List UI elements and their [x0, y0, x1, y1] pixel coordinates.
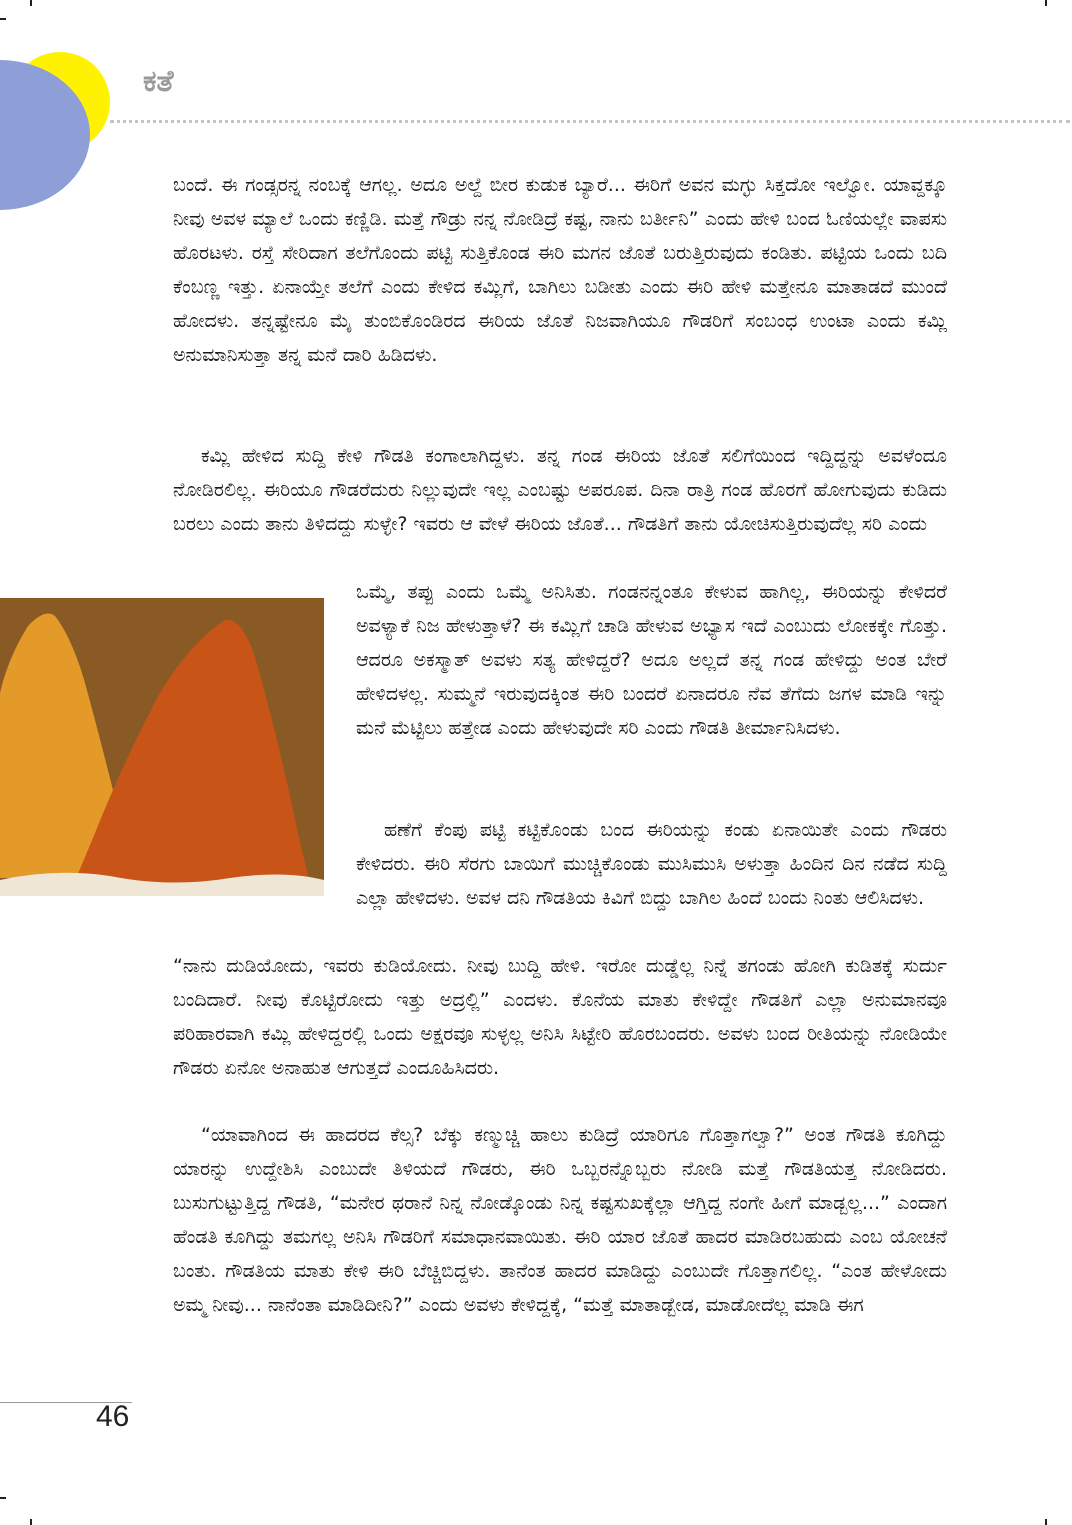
page-number: 46: [96, 1400, 130, 1433]
section-title: ಕತೆ: [143, 64, 174, 99]
crop-mark: [30, 1519, 32, 1525]
paragraph-6: “ಯಾವಾಗಿಂದ ಈ ಹಾದರದ ಕೆಲ್ಸ? ಬೆಕ್ಕು ಕಣ್ಮುಚ್ಚಿ ಹಾಲು ಕುಡಿದ್ರೆ ಯಾರಿಗೂ ಗೊತ್ತಾಗಲ್ವಾ?” ಅಂತ ಗೌಡತಿ ಕೂಗಿದ್ದು ಯಾರನ್ನು ಉದ್ದೇಶಿಸಿ ಎಂಬುದೇ ತಿಳಿಯದೆ ಗೌಡರು, ಈರಿ ಒಬ್ಬರನ್ನೊಬ್ಬರು ನೋಡಿ ಮತ್ತೆ ಗೌಡತಿಯತ್ತ ನೋಡಿದರು. ಬುಸುಗುಟ್ಟುತ್ತಿದ್ದ ಗೌಡತಿ, “ಮನೇರ ಥರಾನೆ ನಿನ್ನ ನೋಡ್ಕೊಂಡು ನಿನ್ನ ಕಷ್ಟಸುಖಕ್ಕೆಲ್ಲಾ ಆಗ್ತಿದ್ದ ನಂಗೇ ಹೀಗೆ ಮಾಡ್ಬಲ್ಲ...” ಎಂದಾಗ ಹೆಂಡತಿ ಕೂಗಿದ್ದು ತಮಗಲ್ಲ ಅನಿಸಿ ಗೌಡರಿಗೆ ಸಮಾಧಾನವಾಯಿತು. ಈರಿ ಯಾರ ಜೊತೆ ಹಾದರ ಮಾಡಿರಬಹುದು ಎಂಬ ಯೋಚನೆ ಬಂತು. ಗೌಡತಿಯ ಮಾತು ಕೇಳಿ ಈರಿ ಬೆಚ್ಚಿಬಿದ್ದಳು. ತಾನೆಂತ ಹಾದರ ಮಾಡಿದ್ದು ಎಂಬುದೇ ಗೊತ್ತಾಗಲಿಲ್ಲ. “ಎಂತ ಹೇಳೋದು ಅಮ್ಮ ನೀವು... ನಾನೆಂತಾ ಮಾಡಿದೀನಿ?” ಎಂದು ಅವಳು ಕೇಳಿದ್ದಕ್ಕೆ, “ಮತ್ತೆ ಮಾತಾಡ್ಬೇಡ, ಮಾಡೋದೆಲ್ಲ ಮಾಡಿ ಈಗ: [173, 1124, 947, 1316]
crop-mark: [1045, 1519, 1047, 1525]
paragraph-4: ಹಣೆಗೆ ಕೆಂಪು ಪಟ್ಟಿ ಕಟ್ಟಿಕೊಂಡು ಬಂದ ಈರಿಯನ್ನು ಕಂಡು ಏನಾಯಿತೇ ಎಂದು ಗೌಡರು ಕೇಳಿದರು. ಈರಿ ಸೆರಗು ಬಾಯಿಗೆ ಮುಚ್ಚಿಕೊಂಡು ಮುಸಿಮುಸಿ ಅಳುತ್ತಾ ಹಿಂದಿನ ದಿನ ನಡೆದ ಸುದ್ದಿ ಎಲ್ಲಾ ಹೇಳಿದಳು. ಅವಳ ದನಿ ಗೌಡತಿಯ ಕಿವಿಗೆ ಬಿದ್ದು ಬಾಗಿಲ ಹಿಂದೆ ಬಂದು ನಿಂತು ಆಲಿಸಿದಳು.: [356, 819, 947, 909]
header-decoration: [0, 0, 160, 210]
paragraph-3: ಒಮ್ಮೆ, ತಪ್ಪು ಎಂದು ಒಮ್ಮೆ ಅನಿಸಿತು. ಗಂಡನನ್ನಂತೂ ಕೇಳುವ ಹಾಗಿಲ್ಲ, ಈರಿಯನ್ನು ಕೇಳಿದರೆ ಅವಳ್ಯಾಕೆ ನಿಜ ಹೇಳುತ್ತಾಳೆ? ಈ ಕಮ್ಲಿಗೆ ಚಾಡಿ ಹೇಳುವ ಅಭ್ಯಾಸ ಇದೆ ಎಂಬುದು ಲೋಕಕ್ಕೇ ಗೊತ್ತು. ಆದರೂ ಅಕಸ್ಮಾತ್ ಅವಳು ಸತ್ಯ ಹೇಳಿದ್ದರೆ? ಅದೂ ಅಲ್ಲದೆ ತನ್ನ ಗಂಡ ಹೇಳಿದ್ದು ಅಂತ ಬೇರೆ ಹೇಳಿದಳಲ್ಲ. ಸುಮ್ಮನೆ ಇರುವುದಕ್ಕಿಂತ ಈರಿ ಬಂದರೆ ಏನಾದರೂ ನೆವ ತೆಗೆದು ಜಗಳ ಮಾಡಿ ಇನ್ನು ಮನೆ ಮೆಟ್ಟಿಲು ಹತ್ತೇಡ ಎಂದು ಹೇಳುವುದೇ ಸರಿ ಎಂದು ಗೌಡತಿ ತೀರ್ಮಾನಿಸಿದಳು.: [356, 581, 947, 739]
dotted-divider: [110, 120, 1070, 123]
paragraph-5: “ನಾನು ದುಡಿಯೋದು, ಇವರು ಕುಡಿಯೋದು. ನೀವು ಬುದ್ದಿ ಹೇಳಿ. ಇರೋ ದುಡ್ಡೆಲ್ಲ ನಿನ್ನೆ ತಗಂಡು ಹೋಗಿ ಕುಡಿತಕ್ಕೆ ಸುರ್ದು ಬಂದಿದಾರೆ. ನೀವು ಕೊಟ್ಟಿರೋದು ಇತ್ತು ಅದ್ರಲ್ಲಿ” ಎಂದಳು. ಕೊನೆಯ ಮಾತು ಕೇಳಿದ್ದೇ ಗೌಡತಿಗೆ ಎಲ್ಲಾ ಅನುಮಾನವೂ ಪರಿಹಾರವಾಗಿ ಕಮ್ಲಿ ಹೇಳಿದ್ದರಲ್ಲಿ ಒಂದು ಅಕ್ಷರವೂ ಸುಳ್ಳಲ್ಲ ಅನಿಸಿ ಸಿಟ್ಟೇರಿ ಹೊರಬಂದರು. ಅವಳು ಬಂದ ರೀತಿಯನ್ನು ನೋಡಿಯೇ ಗೌಡರು ಏನೋ ಅನಾಹುತ ಆಗುತ್ತದೆ ಎಂದೂಹಿಸಿದರು.: [173, 955, 947, 1079]
paragraph-2: ಕಮ್ಲಿ ಹೇಳಿದ ಸುದ್ದಿ ಕೇಳಿ ಗೌಡತಿ ಕಂಗಾಲಾಗಿದ್ದಳು. ತನ್ನ ಗಂಡ ಈರಿಯ ಜೊತೆ ಸಲಿಗೆಯಿಂದ ಇದ್ದಿದ್ದನ್ನು ಅವಳೆಂದೂ ನೋಡಿರಲಿಲ್ಲ. ಈರಿಯೂ ಗೌಡರೆದುರು ನಿಲ್ಲುವುದೇ ಇಲ್ಲ ಎಂಬಷ್ಟು ಅಪರೂಪ. ದಿನಾ ರಾತ್ರಿ ಗಂಡ ಹೊರಗೆ ಹೋಗುವುದು ಕುಡಿದು ಬರಲು ಎಂದು ತಾನು ತಿಳಿದದ್ದು ಸುಳ್ಳೇ? ಇವರು ಆ ವೇಳೆ ಈರಿಯ ಜೊತೆ... ಗೌಡತಿಗೆ ತಾನು ಯೋಚಿಸುತ್ತಿರುವುದೆಲ್ಲ ಸರಿ ಎಂದು: [173, 445, 947, 535]
crop-mark: [0, 1497, 6, 1499]
crop-mark: [1045, 0, 1047, 6]
mountains-illustration: [0, 598, 324, 896]
paragraph-1: ಬಂದೆ. ಈ ಗಂಡ್ಸರನ್ನ ನಂಬಕ್ಕೆ ಆಗಲ್ಲ. ಅದೂ ಅಲ್ದೆ ಬೀರ ಕುಡುಕ ಬ್ಯಾರೆ... ಈರಿಗೆ ಅವನ ಮಗ್ಳು ಸಿಕ್ತದೋ ಇಲ್ವೋ. ಯಾವ್ದಕ್ಕೂ ನೀವು ಅವಳ ಮ್ಯಾಲೆ ಒಂದು ಕಣ್ಣಿಡಿ. ಮತ್ತೆ ಗೌಡ್ರು ನನ್ನ ನೋಡಿದ್ರೆ ಕಷ್ಟ, ನಾನು ಬರ್ತೀನಿ” ಎಂದು ಹೇಳಿ ಬಂದ ಓಣಿಯಲ್ಲೇ ವಾಪಸು ಹೊರಟಳು. ರಸ್ತೆ ಸೇರಿದಾಗ ತಲೆಗೊಂದು ಪಟ್ಟಿ ಸುತ್ತಿಕೊಂಡ ಈರಿ ಮಗನ ಜೊತೆ ಬರುತ್ತಿರುವುದು ಕಂಡಿತು. ಪಟ್ಟಿಯ ಒಂದು ಬದಿ ಕೆಂಬಣ್ಣ ಇತ್ತು. ಏನಾಯ್ತೇ ತಲೆಗೆ ಎಂದು ಕೇಳಿದ ಕಮ್ಲಿಗೆ, ಬಾಗಿಲು ಬಡೀತು ಎಂದು ಈರಿ ಹೇಳಿ ಮತ್ತೇನೂ ಮಾತಾಡದೆ ಮುಂದೆ ಹೋದಳು. ತನ್ನಷ್ಟೇನೂ ಮೈ ತುಂಬಿಕೊಂಡಿರದ ಈರಿಯ ಜೊತೆ ನಿಜವಾಗಿಯೂ ಗೌಡರಿಗೆ ಸಂಬಂಧ ಉಂಟಾ ಎಂದು ಕಮ್ಲಿ ಅನುಮಾನಿಸುತ್ತಾ ತನ್ನ ಮನೆ ದಾರಿ ಹಿಡಿದಳು.: [173, 174, 947, 366]
